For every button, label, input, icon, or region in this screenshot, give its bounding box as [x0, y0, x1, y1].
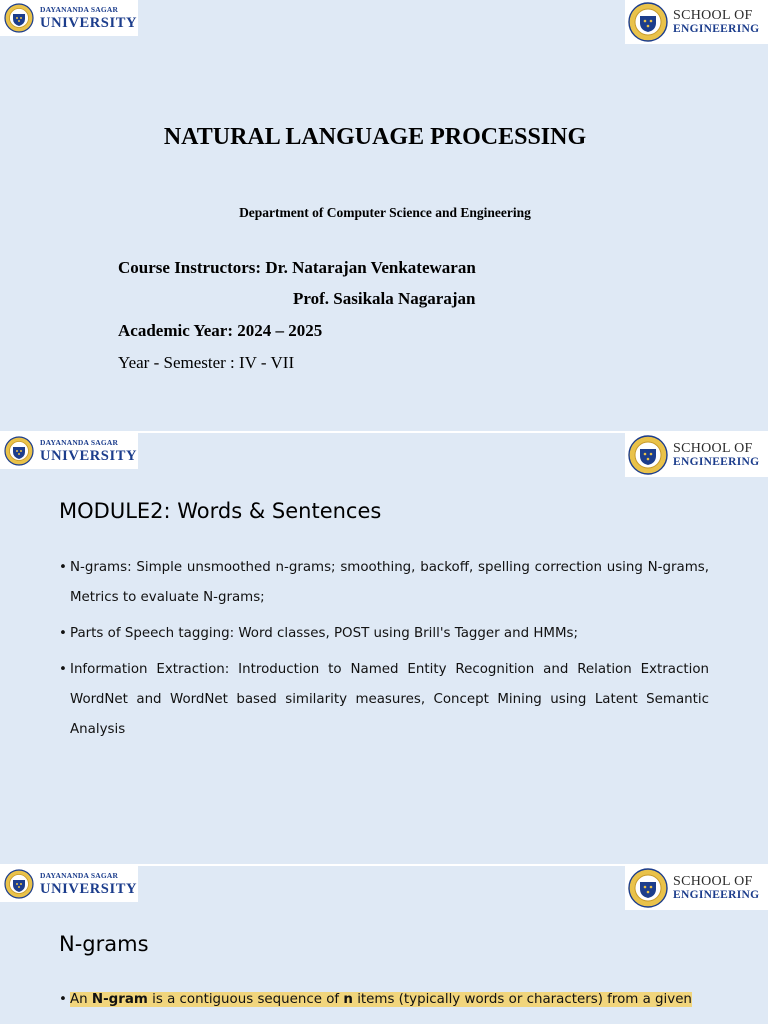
school-line2-text: ENGINEERING — [673, 22, 760, 35]
school-line1-text: SCHOOL OF — [673, 440, 753, 456]
bullet-icon: • — [59, 560, 67, 575]
slide-ngrams — [0, 866, 768, 1024]
ngrams-bullet-list — [59, 985, 709, 1021]
school-seal-icon — [628, 868, 668, 908]
school-logo — [625, 866, 768, 910]
university-seal-icon — [4, 436, 34, 466]
university-small-text: DAYANANDA SAGAR — [40, 871, 119, 880]
university-big-text: UNIVERSITY — [40, 447, 138, 464]
slide-title — [0, 0, 768, 431]
module-heading: MODULE2: Words & Sentences — [59, 499, 382, 523]
school-line2-text: ENGINEERING — [673, 455, 760, 468]
text-segment: is a contiguous sequence of — [147, 992, 344, 1007]
text-segment: An — [70, 992, 92, 1007]
school-line1-text: SCHOOL OF — [673, 7, 753, 23]
list-item — [59, 985, 709, 1015]
university-big-text: UNIVERSITY — [40, 880, 138, 897]
ngrams-heading: N-grams — [59, 932, 149, 956]
university-small-text: DAYANANDA SAGAR — [40, 438, 119, 447]
university-small-text: DAYANANDA SAGAR — [40, 5, 119, 14]
bullet-text: Information Extraction: Introduction to Named Entity Recognition and Relation Extraction WordNet and WordNet based similarity measures, Concept Mining using Latent Semantic Analysis — [70, 662, 709, 737]
term-n: n — [343, 992, 353, 1007]
school-line1-text: SCHOOL OF — [673, 873, 753, 889]
school-logo — [625, 0, 768, 44]
list-item — [59, 553, 709, 613]
school-seal-icon — [628, 435, 668, 475]
instructors-line: Course Instructors: Dr. Natarajan Venkatewaran — [118, 258, 476, 277]
school-seal-icon — [628, 2, 668, 42]
bullet-text: N-grams: Simple unsmoothed n-grams; smoothing, backoff, spelling correction using N-grams, Metrics to evaluate N-grams; — [70, 560, 709, 605]
year-semester: Year - Semester : IV - VII — [118, 353, 295, 372]
university-logo — [0, 0, 138, 36]
university-big-text: UNIVERSITY — [40, 14, 138, 31]
text-segment: items (typically words or characters) from a given — [352, 992, 692, 1007]
module-bullet-list — [59, 553, 709, 751]
list-item — [59, 655, 709, 745]
instructor-2: Prof. Sasikala Nagarajan — [293, 289, 476, 308]
course-title: NATURAL LANGUAGE PROCESSING — [163, 124, 587, 150]
highlighted-text — [70, 992, 692, 1007]
university-seal-icon — [4, 3, 34, 33]
bullet-text: Parts of Speech tagging: Word classes, POST using Brill's Tagger and HMMs; — [70, 626, 579, 641]
university-logo — [0, 866, 138, 902]
bullet-icon: • — [59, 662, 67, 677]
bullet-icon: • — [59, 626, 67, 641]
school-logo — [625, 433, 768, 477]
school-line2-text: ENGINEERING — [673, 888, 760, 901]
university-seal-icon — [4, 869, 34, 899]
department-name: Department of Computer Science and Engineering — [239, 205, 531, 220]
academic-year: Academic Year: 2024 – 2025 — [118, 321, 323, 340]
slide-module — [0, 433, 768, 864]
list-item — [59, 619, 709, 649]
term-ngram: N-gram — [91, 992, 148, 1007]
university-logo — [0, 433, 138, 469]
bullet-icon: • — [59, 992, 67, 1007]
